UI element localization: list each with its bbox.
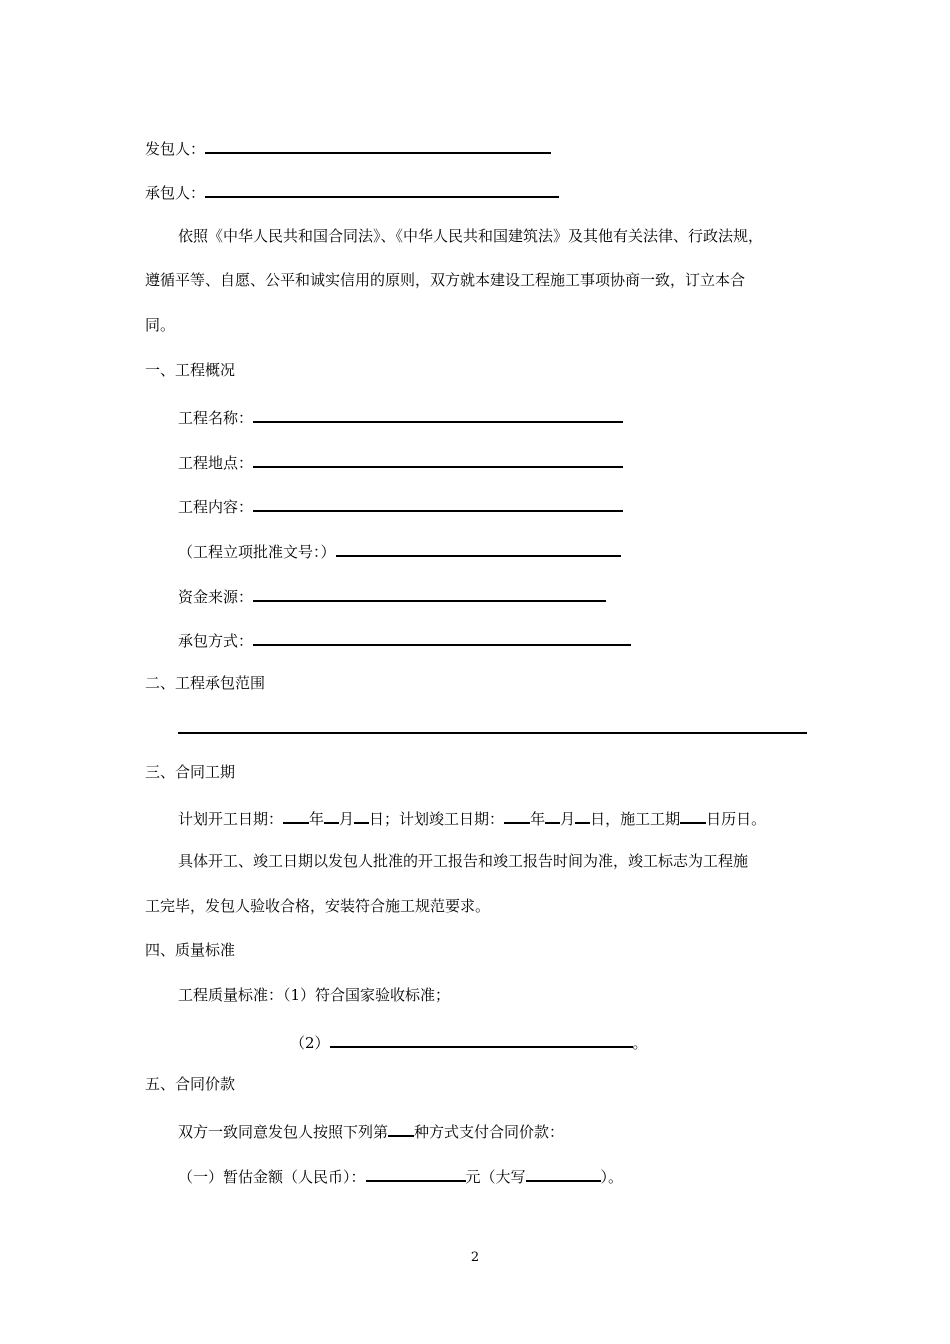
completion-date-label: 日；计划竣工日期： [369, 810, 505, 828]
estimated-amount-unit: 元（大写 [465, 1168, 526, 1186]
approval-number-blank[interactable] [336, 539, 621, 557]
schedule-note-line-1: 具体开工、竣工日期以发包人批准的开工报告和竣工报告时间为准，竣工标志为工程施 [178, 852, 749, 870]
estimated-amount-blank[interactable] [366, 1164, 466, 1182]
employer-blank[interactable] [205, 136, 551, 154]
calendar-days-unit: 日历日。 [706, 810, 767, 828]
project-location-label: 工程地点： [178, 454, 254, 472]
intro-line-1: 依照《中华人民共和国合同法》、《中华人民共和国建筑法》及其他有关法律、行政法规， [178, 227, 764, 245]
employer-line [145, 136, 551, 159]
funds-source-blank[interactable] [253, 584, 606, 602]
estimated-amount-line [178, 1164, 623, 1187]
amount-in-words-blank[interactable] [526, 1164, 601, 1182]
funds-source-line [178, 584, 606, 607]
approval-number-line [178, 539, 621, 562]
project-location-line [178, 450, 623, 473]
start-year-blank[interactable] [283, 806, 309, 824]
quality-standard-2-label: （2） [290, 1034, 330, 1052]
project-content-label: 工程内容： [178, 498, 254, 516]
section-4-title: 四、质量标准 [145, 941, 236, 959]
duration-days-blank[interactable] [680, 806, 706, 824]
section-2-title: 二、工程承包范围 [145, 674, 266, 692]
intro-line-3: 同。 [145, 316, 176, 334]
end-month-blank[interactable] [545, 806, 560, 824]
start-year-unit: 年 [309, 810, 325, 828]
payment-method-line [178, 1119, 564, 1142]
start-day-blank[interactable] [354, 806, 369, 824]
contractor-line [145, 180, 559, 203]
quality-standard-2-blank[interactable] [330, 1030, 633, 1048]
start-date-label: 计划开工日期： [178, 810, 284, 828]
start-month-blank[interactable] [324, 806, 339, 824]
contractor-blank[interactable] [205, 180, 559, 198]
end-month-unit: 月 [560, 810, 576, 828]
project-name-label: 工程名称： [178, 409, 254, 427]
end-year-blank[interactable] [504, 806, 530, 824]
employer-label: 发包人： [145, 140, 206, 158]
contractor-label: 承包人： [145, 184, 206, 202]
project-name-line [178, 405, 623, 428]
payment-method-prefix: 双方一致同意发包人按照下列第 [178, 1123, 389, 1141]
quality-standard-2-line [290, 1030, 648, 1053]
project-location-blank[interactable] [253, 450, 623, 468]
project-content-blank[interactable] [253, 494, 623, 512]
approval-number-label: （工程立项批准文号：） [178, 543, 336, 561]
duration-label: 日，施工工期 [590, 810, 681, 828]
contract-mode-line [178, 628, 631, 651]
schedule-line [178, 806, 766, 829]
end-day-blank[interactable] [575, 806, 590, 824]
start-month-unit: 月 [339, 810, 355, 828]
quality-standard-1: 工程质量标准：（1）符合国家验收标准； [178, 986, 451, 1004]
quality-standard-2-end: 。 [632, 1034, 648, 1052]
contract-mode-label: 承包方式： [178, 632, 254, 650]
project-content-line [178, 494, 623, 517]
section-3-title: 三、合同工期 [145, 763, 236, 781]
project-name-blank[interactable] [253, 405, 623, 423]
funds-source-label: 资金来源： [178, 588, 254, 606]
contract-mode-blank[interactable] [253, 628, 631, 646]
payment-method-blank[interactable] [388, 1119, 414, 1137]
end-year-unit: 年 [530, 810, 546, 828]
estimated-amount-end: ）。 [600, 1168, 624, 1186]
scope-blank[interactable] [178, 732, 807, 734]
section-5-title: 五、合同价款 [145, 1075, 236, 1093]
schedule-note-line-2: 工完毕，发包人验收合格，安装符合施工规范要求。 [145, 897, 491, 915]
intro-line-2: 遵循平等、自愿、公平和诚实信用的原则，双方就本建设工程施工事项协商一致，订立本合 [145, 271, 746, 289]
section-1-title: 一、工程概况 [145, 361, 236, 379]
estimated-amount-label: （一）暂估金额（人民币）： [178, 1168, 366, 1186]
payment-method-suffix: 种方式支付合同价款： [414, 1123, 565, 1141]
page-number: 2 [470, 1250, 480, 1265]
